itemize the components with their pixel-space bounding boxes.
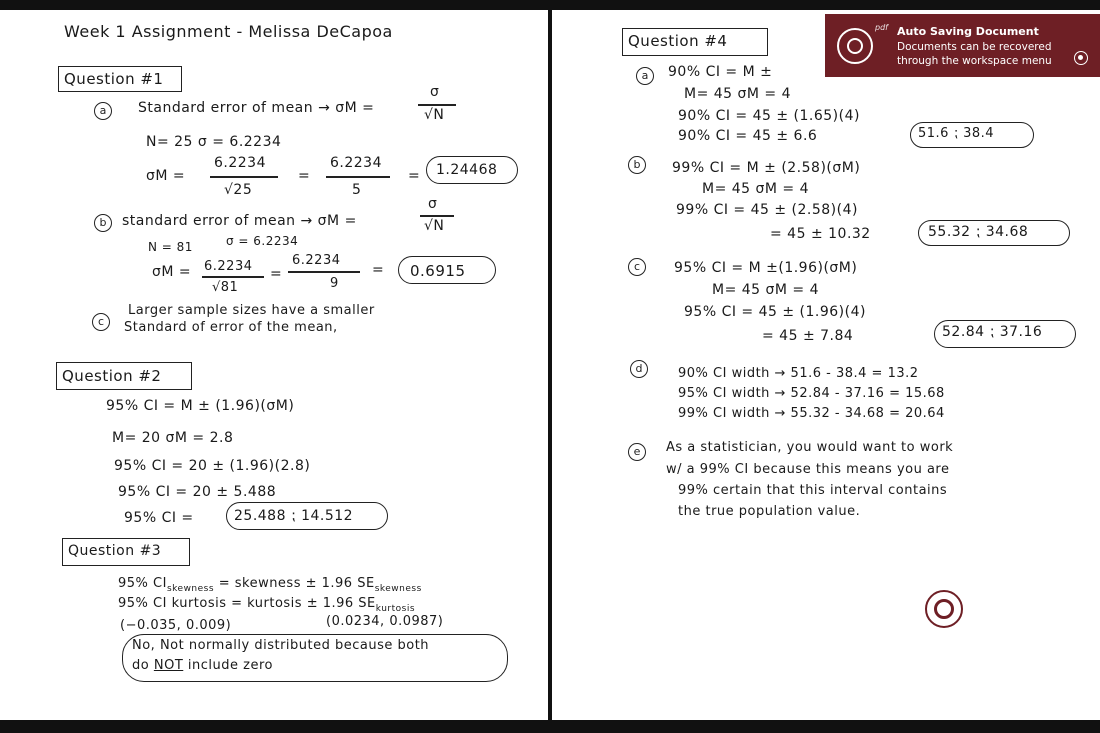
q1b-formula-numerator: σ	[428, 196, 438, 212]
q1a-eq1: =	[298, 168, 311, 184]
q4-part-e-marker: e	[628, 443, 646, 461]
q1b-formula-denominator: √N	[424, 218, 445, 234]
q1a-frac1-den: √25	[224, 182, 253, 198]
q1c-answer-line1: Larger sample sizes have a smaller	[128, 303, 375, 318]
workspace-logo-icon	[934, 599, 954, 619]
auto-save-notification[interactable]	[825, 14, 1100, 77]
q2-answer: 25.488 ⁏ 14.512	[234, 508, 354, 524]
question-3-label: Question #3	[68, 543, 162, 559]
q1b-frac1-num: 6.2234	[204, 259, 253, 274]
q1a-frac1-bar	[210, 176, 278, 178]
q1b-frac1-bar	[202, 276, 264, 278]
q1a-sigma-m: σM =	[146, 168, 186, 184]
part-c-marker: c	[92, 313, 110, 331]
question-2-label: Question #2	[62, 367, 162, 385]
q4b-answer: 55.32 ⁏ 34.68	[928, 224, 1029, 240]
q4-part-b-marker: b	[628, 156, 646, 174]
question-4-label: Question #4	[628, 32, 728, 50]
q1b-answer: 0.6915	[410, 262, 466, 280]
q1a-frac2-bar	[326, 176, 390, 178]
q1a-frac1-num: 6.2234	[214, 155, 266, 171]
q1a-standard-error-text: Standard error of mean → σM =	[138, 100, 375, 116]
workspace-menu-button[interactable]	[925, 590, 963, 628]
q4e-line3: 99% certain that this interval contains	[678, 483, 948, 498]
q4c-given: M= 45 σM = 4	[712, 282, 820, 298]
q4-part-d-marker: d	[630, 360, 648, 378]
q1b-standard-error-text: standard error of mean → σM =	[122, 213, 357, 229]
q4-part-a-marker: a	[636, 67, 654, 85]
document-page-left	[0, 10, 548, 720]
q1a-frac2-num: 6.2234	[330, 155, 382, 171]
q4a-given: M= 45 σM = 4	[684, 86, 792, 102]
q3-kurtosis-formula: 95% CI kurtosis = kurtosis ± 1.96 $SE_{kurtosis}$	[118, 596, 416, 614]
q2-result-prefix: 95% CI =	[124, 510, 194, 526]
q4a-answer: 51.6 ⁏ 38.4	[918, 126, 995, 141]
q4e-line4: the true population value.	[678, 504, 861, 519]
q1b-given-sigma: σ = 6.2234	[226, 234, 299, 248]
q3-conclusion-line1: No, Not normally distributed because both	[132, 638, 430, 653]
q1b-frac1-den: √81	[212, 280, 239, 295]
q2-given-line: M= 20 σM = 2.8	[112, 430, 234, 446]
q4c-substitution: 95% CI = 45 ± (1.96)(4)	[684, 304, 866, 320]
q3-conclusion-line2: do NOT include zero	[132, 658, 273, 673]
q2-margin-line: 95% CI = 20 ± 5.488	[118, 484, 277, 500]
question-1-label: Question #1	[64, 70, 164, 88]
q4d-width-95: 95% CI width → 52.84 - 37.16 = 15.68	[678, 386, 945, 401]
q3-kurtosis-interval: (0.0234, 0.0987)	[326, 614, 444, 629]
q1a-formula-bar	[418, 104, 456, 106]
q1c-answer-line2: Standard of error of the mean,	[124, 320, 338, 335]
q2-substitution-line: 95% CI = 20 ± (1.96)(2.8)	[114, 458, 311, 474]
bottom-bar	[0, 720, 1100, 733]
q1a-formula-numerator: σ	[430, 84, 440, 100]
q1a-formula-denominator: √N	[424, 107, 445, 123]
q4a-margin: 90% CI = 45 ± 6.6	[678, 128, 818, 144]
q3-skewness-interval: (−0.035, 0.009)	[120, 618, 232, 633]
assignment-header: Week 1 Assignment - Melissa DeCapoa	[64, 22, 393, 41]
q1b-frac2-num: 6.2234	[292, 253, 341, 268]
q4d-width-99: 99% CI width → 55.32 - 34.68 = 20.64	[678, 406, 945, 421]
part-b-marker: b	[94, 214, 112, 232]
q1b-given-n: N = 81	[148, 240, 193, 254]
q1b-formula-bar	[420, 215, 454, 217]
q1a-given-values: N= 25 σ = 6.2234	[146, 134, 282, 150]
q3-skewness-formula: 95% $CI_{skewness}$ = skewness ± 1.96 $SE_{skewness}$	[118, 576, 422, 594]
q4c-formula: 95% CI = M ±(1.96)(σM)	[674, 260, 858, 276]
q2-formula-line: 95% CI = M ± (1.96)(σM)	[106, 398, 295, 414]
q4-part-c-marker: c	[628, 258, 646, 276]
q4b-substitution: 99% CI = 45 ± (2.58)(4)	[676, 202, 858, 218]
q4e-line2: w/ a 99% CI because this means you are	[666, 462, 950, 477]
pin-icon[interactable]	[1074, 51, 1088, 65]
part-a-marker: a	[94, 102, 112, 120]
q4b-given: M= 45 σM = 4	[702, 181, 810, 197]
q1a-frac2-den: 5	[352, 182, 362, 198]
q4b-margin: = 45 ± 10.32	[770, 226, 871, 242]
pdf-tag: pdf	[875, 23, 888, 32]
q1b-sigma-m: σM =	[152, 264, 192, 280]
workspace-logo-icon	[837, 28, 873, 64]
q1a-eq2: =	[408, 168, 421, 184]
notification-message: Documents can be recovered through the workspace menu	[897, 41, 1052, 67]
q4b-formula: 99% CI = M ± (2.58)(σM)	[672, 160, 861, 176]
q1b-frac2-den: 9	[330, 276, 339, 291]
q4d-width-90: 90% CI width → 51.6 - 38.4 = 13.2	[678, 366, 919, 381]
q4c-margin: = 45 ± 7.84	[762, 328, 854, 344]
q1b-frac2-bar	[288, 271, 360, 273]
notification-title: Auto Saving Document	[897, 25, 1039, 38]
q1b-eq2: =	[372, 262, 385, 278]
q4e-line1: As a statistician, you would want to work	[666, 440, 954, 455]
q4a-formula: 90% CI = M ±	[668, 64, 773, 80]
q4c-answer: 52.84 ⁏ 37.16	[942, 324, 1043, 340]
q1b-eq1: =	[270, 266, 283, 282]
document-page-right	[552, 10, 1100, 720]
q4a-substitution: 90% CI = 45 ± (1.65)(4)	[678, 108, 860, 124]
q1a-answer: 1.24468	[436, 162, 498, 178]
